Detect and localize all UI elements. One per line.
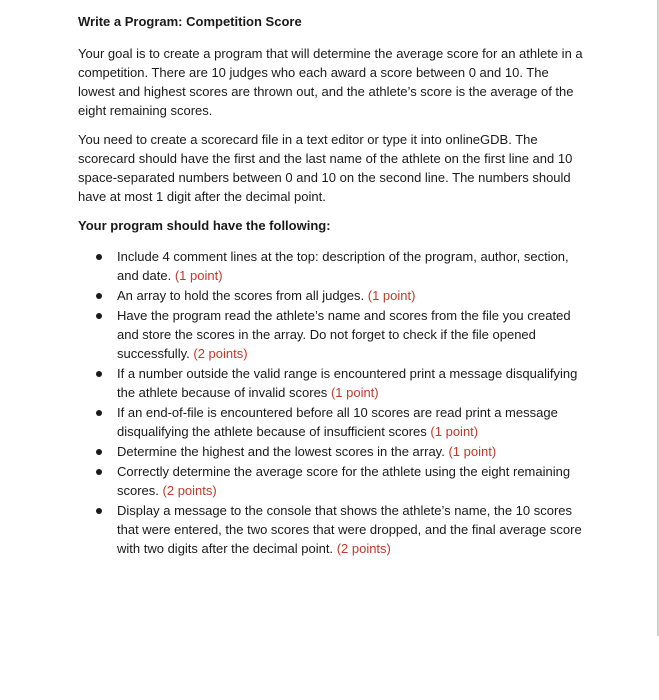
intro-paragraph: Your goal is to create a program that will determine the average score for an athlete in a competition. There are 10 judges who each award a score between 0 and 10. The lowest and highest scores are thrown out, and the athlete’s score is the average of the eight remaining scores. — [78, 46, 583, 118]
requirement-text: Determine the highest and the lowest scores in the array. — [117, 444, 445, 459]
requirement-points: (1 point) — [367, 288, 416, 303]
requirement-points: (1 point) — [448, 444, 497, 459]
assignment-title: Write a Program: Competition Score — [78, 14, 302, 29]
list-item — [78, 306, 588, 363]
bullet-icon — [96, 313, 102, 319]
requirement-points: (1 point) — [430, 424, 479, 439]
requirement-points: (2 points) — [162, 483, 217, 498]
requirement-points: (2 points) — [336, 541, 391, 556]
assignment-content — [78, 12, 588, 559]
list-item — [78, 462, 588, 500]
requirement-points: (1 point) — [330, 385, 379, 400]
bullet-icon — [96, 469, 102, 475]
requirement-text: If a number outside the valid range is encountered print a message disqualifying the athlete because of invalid scores — [117, 366, 578, 400]
requirement-text: Display a message to the console that shows the athlete’s name, the 10 scores that were entered, the two scores that were dropped, and the final average score with two digits after the decimal point. — [117, 503, 582, 556]
bullet-icon — [96, 508, 102, 514]
requirement-text: Include 4 comment lines at the top: description of the program, author, section, and date. — [117, 249, 569, 283]
requirement-text: An array to hold the scores from all judges. — [117, 288, 365, 303]
requirement-text: Have the program read the athlete’s name and scores from the file you created and store the scores in the array. Do not forget to check if the file opened successfully. — [117, 308, 571, 361]
bullet-icon — [96, 371, 102, 377]
list-item — [78, 364, 588, 402]
requirements-heading: Your program should have the following: — [78, 218, 331, 233]
scorecard-paragraph: You need to create a scorecard file in a text editor or type it into onlineGDB. The scorecard should have the first and the last name of the athlete on the first line and 10 space-separated numbers between 0 and 10 on the second line. The numbers should have at most 1 digit after the decimal point. — [78, 132, 573, 204]
bullet-icon — [96, 449, 102, 455]
requirement-points: (1 point) — [174, 268, 223, 283]
list-item — [78, 442, 588, 461]
list-item — [78, 403, 588, 441]
bullet-icon — [96, 410, 102, 416]
list-item — [78, 501, 588, 558]
requirements-list — [78, 247, 588, 558]
requirement-text: Correctly determine the average score for the athlete using the eight remaining scores. — [117, 464, 571, 498]
bullet-icon — [96, 293, 102, 299]
bullet-icon — [96, 254, 102, 260]
requirement-points: (2 points) — [193, 346, 248, 361]
requirement-text: If an end-of-file is encountered before all 10 scores are read print a message disqualifying the athlete because of insufficient scores — [117, 405, 558, 439]
list-item — [78, 286, 588, 305]
list-item — [78, 247, 588, 285]
